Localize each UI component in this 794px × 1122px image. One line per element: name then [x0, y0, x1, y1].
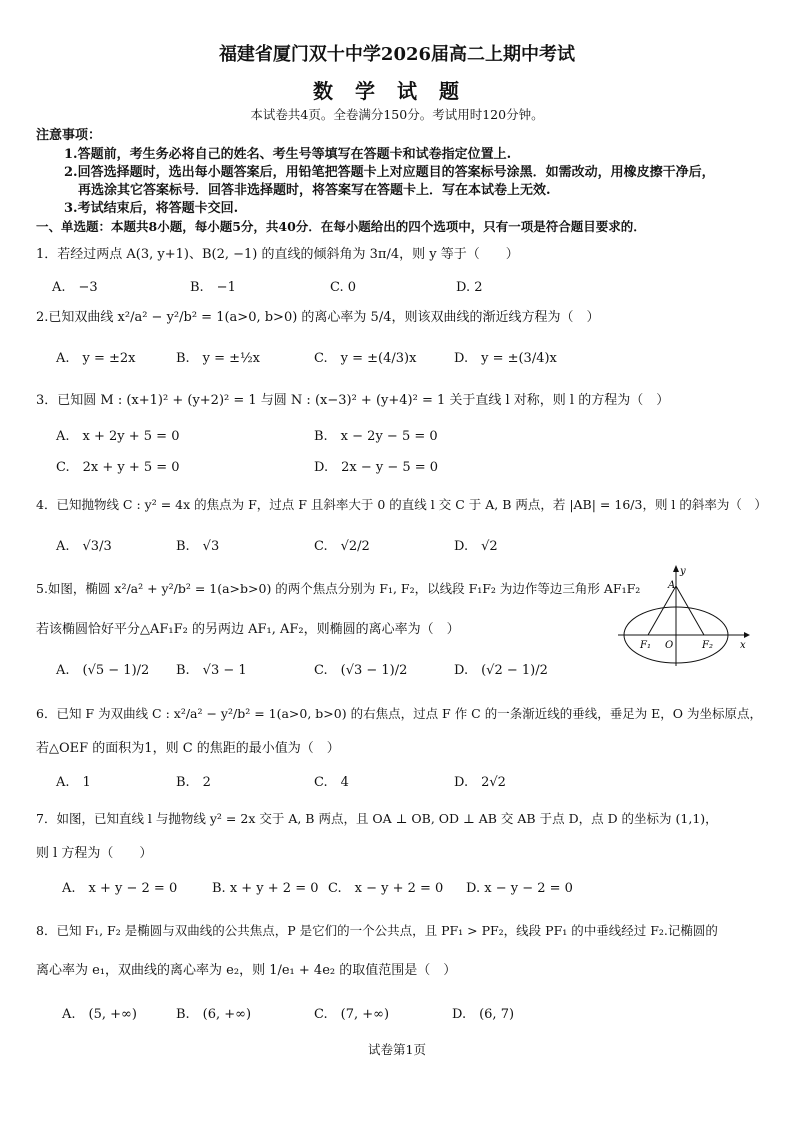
question-stem: 1．若经过两点 A(3, y+1)、B(2, −1) 的直线的倾斜角为 3π/4，则 y 等于（ ） [36, 247, 519, 262]
note-item: 1.答题前，考生务必将自己的姓名、考生号等填写在答题卡和试卷指定位置上. [64, 147, 512, 162]
option-a: A. (5, +∞) [62, 1007, 137, 1022]
question-stem: 8．已知 F₁, F₂ 是椭圆与双曲线的公共焦点，P 是它们的一个公共点，且 PF₁ > PF₂，线段 PF₁ 的中垂线经过 F₂.记椭圆的 [36, 923, 718, 938]
option-b: B. √3 [176, 539, 220, 554]
option-b: B. y = ±½x [176, 351, 261, 366]
question-stem: 4．已知抛物线 C : y² = 4x 的焦点为 F，过点 F 且斜率大于 0 的直线 l 交 C 于 A, B 两点，若 |AB| = 16/3，则 l 的斜率为（ ） [36, 497, 767, 512]
option-d: D. 2x − y − 5 = 0 [314, 460, 439, 475]
y-axis-arrow [673, 565, 679, 572]
page-footer: 试卷第1页 [368, 1042, 426, 1057]
question-stem-continued: 若该椭圆恰好平分△AF₁F₂ 的另两边 AF₁, AF₂，则椭圆的离心率为（ ） [36, 622, 460, 637]
ellipse-figure [614, 562, 764, 672]
option-c: C. √2/2 [314, 539, 370, 554]
exam-title: 福建省厦门双十中学2026届高二上期中考试 [218, 44, 576, 65]
option-a: A. (√5 − 1)/2 [56, 663, 150, 678]
option-d: D. (√2 − 1)/2 [454, 663, 548, 678]
option-c: C. y = ±(4/3)x [314, 351, 417, 366]
note-item: 3.考试结束后，将答题卡交回. [64, 201, 239, 216]
label-o: O [665, 640, 674, 651]
option-b: B. √3 − 1 [176, 663, 247, 678]
label-a: A [668, 580, 676, 591]
option-c: C. (7, +∞) [314, 1007, 390, 1022]
note-item: 2.回答选择题时，选出每小题答案后，用铅笔把答题卡上对应题目的答案标号涂黑．如需改动，用橡皮擦干净后， [64, 165, 715, 180]
option-a: A. x + 2y + 5 = 0 [56, 429, 180, 444]
question-stem: 6．已知 F 为双曲线 C : x²/a² − y²/b² = 1(a>0, b>0) 的右焦点，过点 F 作 C 的一条渐近线的垂线，垂足为 E，O 为坐标原点， [36, 706, 763, 721]
question-stem: 3．已知圆 M : (x+1)² + (y+2)² = 1 与圆 N : (x−3)² + (y+4)² = 1 关于直线 l 对称，则 l 的方程为（ ） [36, 393, 670, 408]
option-c: C. 0 [330, 280, 357, 295]
question-stem: 7．如图，已知直线 l 与抛物线 y² = 2x 交于 A, B 两点，且 OA ⊥ OB, OD ⊥ AB 交 AB 于点 D，点 D 的坐标为 (1,1)， [36, 811, 718, 826]
option-d: D. (6, 7) [452, 1007, 515, 1022]
x-axis-arrow [744, 632, 750, 638]
option-b: B. x − 2y − 5 = 0 [314, 429, 438, 444]
option-d: D. 2√2 [454, 775, 506, 790]
question-stem-continued: 离心率为 e₁，双曲线的离心率为 e₂，则 1/e₁ + 4e₂ 的取值范围是（ ） [36, 963, 457, 978]
option-a: A. 1 [56, 775, 91, 790]
option-b: B. 2 [176, 775, 211, 790]
question-stem: 5.如图，椭圆 x²/a² + y²/b² = 1(a>b>0) 的两个焦点分别为 F₁, F₂，以线段 F₁F₂ 为边作等边三角形 AF₁F₂ [36, 581, 641, 596]
notes-heading: 注意事项： [36, 128, 102, 143]
option-c: C. 2x + y + 5 = 0 [56, 460, 180, 475]
option-a: A. y = ±2x [56, 351, 136, 366]
option-b: B. (6, +∞) [176, 1007, 252, 1022]
option-d: D. x − y − 2 = 0 [466, 881, 573, 896]
question-stem-continued: 则 l 方程为（ ） [36, 846, 153, 861]
option-c: C. x − y + 2 = 0 [328, 881, 444, 896]
option-d: D. √2 [454, 539, 498, 554]
label-f2: F₂ [702, 640, 713, 651]
option-d: D. y = ±(3/4)x [454, 351, 557, 366]
subject-title: 数学试题 [313, 79, 481, 103]
question-stem-continued: 若△OEF 的面积为1，则 C 的焦距的最小值为（ ） [36, 741, 340, 756]
question-stem: 2.已知双曲线 x²/a² − y²/b² = 1(a>0, b>0) 的离心率为 5/4，则该双曲线的渐近线方程为（ ） [36, 310, 600, 325]
section-heading: 一、单选题：本题共8小题，每小题5分，共40分．在每小题给出的四个选项中，只有一项是符合题目要求的． [36, 219, 646, 234]
option-b: B. x + y + 2 = 0 [212, 881, 319, 896]
label-y: y [680, 566, 686, 577]
exam-info: 本试卷共4页。全卷满分150分。考试用时120分钟。 [250, 107, 544, 122]
note-item: 再选涂其它答案标号．回答非选择题时，将答案写在答题卡上．写在本试卷上无效. [78, 183, 551, 198]
option-d: D. 2 [456, 280, 483, 295]
option-a: A. x + y − 2 = 0 [62, 881, 178, 896]
option-a: A. −3 [52, 280, 98, 295]
option-c: C. 4 [314, 775, 349, 790]
option-c: C. (√3 − 1)/2 [314, 663, 408, 678]
option-a: A. √3/3 [56, 539, 112, 554]
option-b: B. −1 [190, 280, 236, 295]
label-f1: F₁ [640, 640, 651, 651]
label-x: x [740, 640, 746, 651]
